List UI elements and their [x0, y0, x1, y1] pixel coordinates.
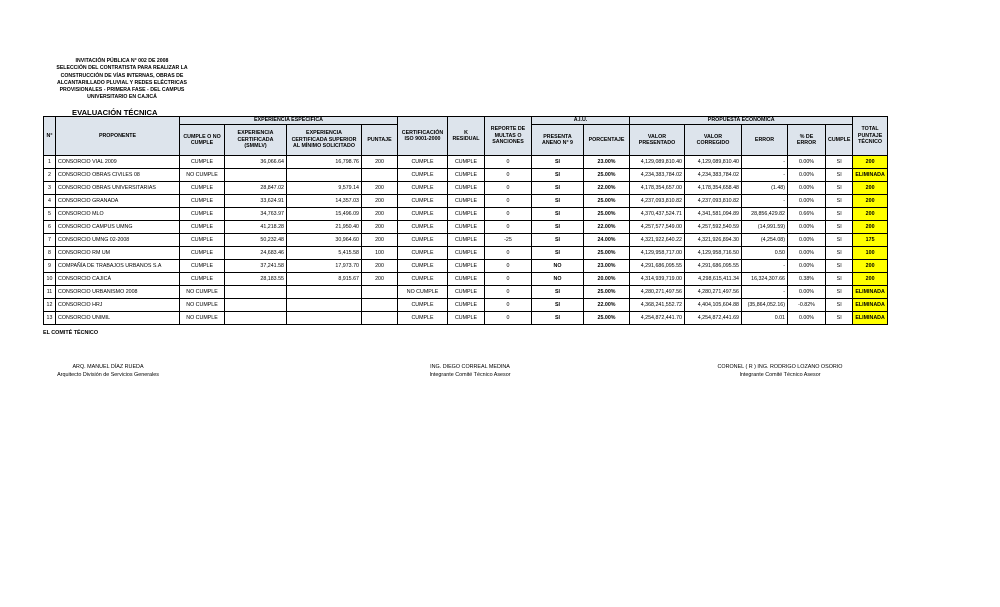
cell-anexo: SI [532, 299, 584, 312]
cell-cumple2: SI [826, 234, 853, 247]
cell-cumple2: SI [826, 195, 853, 208]
cell-total: ELIMINADA [853, 312, 887, 325]
signature-name: CORONEL ( R ) ING. RODRIGO LOZANO OSORIO [717, 364, 843, 370]
cell-exp-cert: 36,066.64 [225, 156, 287, 169]
col-anexo: PRESENTA ANENO N° 9 [532, 125, 584, 156]
col-cumple: CUMPLE O NO CUMPLE [180, 125, 225, 156]
cell-exp-sup: 5,415.58 [287, 247, 362, 260]
cell-anexo: NO [532, 273, 584, 286]
table-row [44, 299, 888, 312]
cell-puntaje: 200 [362, 156, 398, 169]
cell-proponente: CONSORCIO UMNG 02-2008 [56, 234, 180, 247]
cell-error: (1.48) [742, 182, 788, 195]
cell-error: - [742, 260, 788, 273]
cell-pct-error: -0.82% [788, 299, 826, 312]
group-aiu: A.I.U. [532, 117, 630, 125]
cell-exp-cert: 28,183.55 [225, 273, 287, 286]
cell-exp-sup: 16,798.76 [287, 156, 362, 169]
cell-exp-sup: 15,496.09 [287, 208, 362, 221]
cell-proponente: CONSORCIO RM UM [56, 247, 180, 260]
cell-n: 10 [44, 273, 56, 286]
cell-iso: CUMPLE [398, 299, 448, 312]
cell-valor-corr: 4,129,089,810.40 [685, 156, 742, 169]
cell-valor-pres: 4,368,241,552.72 [630, 299, 685, 312]
cell-pct-error: 0.00% [788, 247, 826, 260]
cell-cumple2: SI [826, 260, 853, 273]
col-proponente: PROPONENTE [56, 117, 180, 156]
cell-iso: CUMPLE [398, 273, 448, 286]
cell-valor-pres: 4,237,093,810.82 [630, 195, 685, 208]
cell-valor-pres: 4,234,383,784.02 [630, 169, 685, 182]
cell-exp-cert: 37,241.58 [225, 260, 287, 273]
cell-valor-pres: 4,314,939,719.00 [630, 273, 685, 286]
col-k-residual: K RESIDUAL [448, 117, 485, 156]
cell-valor-pres: 4,321,922,640.22 [630, 234, 685, 247]
cell-porcentaje: 25.00% [584, 169, 630, 182]
cell-total: ELIMINADA [853, 299, 887, 312]
cell-porcentaje: 25.00% [584, 208, 630, 221]
cell-kres: CUMPLE [448, 156, 485, 169]
cell-proponente: CONSORCIO GRANADA [56, 195, 180, 208]
cell-proponente: COMPAÑÍA DE TRABAJOS URBANOS S.A [56, 260, 180, 273]
cell-cumple2: SI [826, 156, 853, 169]
cell-n: 6 [44, 221, 56, 234]
col-iso: CERTIFICACIÓN ISO 9001-2000 [398, 117, 448, 156]
cell-valor-corr: 4,298,615,411.34 [685, 273, 742, 286]
header-line: INVITACIÓN PÚBLICA N° 002 DE 2008 [75, 58, 169, 64]
col-valor-corregido: VALOR CORREGIDO [685, 125, 742, 156]
cell-cumple: CUMPLE [180, 208, 225, 221]
cell-exp-cert: 34,763.97 [225, 208, 287, 221]
cell-kres: CUMPLE [448, 312, 485, 325]
cell-exp-cert: 33,624.91 [225, 195, 287, 208]
cell-cumple2: SI [826, 312, 853, 325]
cell-anexo: SI [532, 208, 584, 221]
cell-cumple2: SI [826, 286, 853, 299]
cell-iso: CUMPLE [398, 208, 448, 221]
cell-error: - [742, 286, 788, 299]
cell-porcentaje: 20.00% [584, 273, 630, 286]
cell-exp-cert [225, 169, 287, 182]
cell-multas: 0 [485, 195, 532, 208]
signature-name: ING. DIEGO CORREAL MEDINA [430, 364, 510, 370]
cell-n: 13 [44, 312, 56, 325]
cell-pct-error: 0.66% [788, 208, 826, 221]
cell-pct-error: 0.00% [788, 195, 826, 208]
cell-n: 3 [44, 182, 56, 195]
cell-exp-sup [287, 286, 362, 299]
cell-pct-error: 0.00% [788, 286, 826, 299]
cell-porcentaje: 25.00% [584, 312, 630, 325]
table-row [44, 208, 888, 221]
table-row [44, 273, 888, 286]
table-row [44, 182, 888, 195]
document-header [44, 58, 200, 102]
cell-cumple2: SI [826, 273, 853, 286]
cell-proponente: CONSORCIO HRJ [56, 299, 180, 312]
header-line: UNIVERSITARIO EN CAJICÁ [87, 94, 157, 101]
cell-n: 7 [44, 234, 56, 247]
cell-proponente: CONSORCIO UNIMIL [56, 312, 180, 325]
cell-kres: CUMPLE [448, 260, 485, 273]
cell-anexo: SI [532, 286, 584, 299]
table-row [44, 247, 888, 260]
cell-anexo: SI [532, 312, 584, 325]
cell-cumple2: SI [826, 208, 853, 221]
table-row [44, 169, 888, 182]
cell-n: 8 [44, 247, 56, 260]
cell-cumple: CUMPLE [180, 273, 225, 286]
cell-exp-sup: 14,357.03 [287, 195, 362, 208]
cell-exp-sup: 8,915.67 [287, 273, 362, 286]
signature-role: Arquitecto División de Servicios Generales [57, 371, 159, 378]
cell-total: 200 [853, 273, 887, 286]
cell-error: (4,254.08) [742, 234, 788, 247]
cell-multas: 0 [485, 273, 532, 286]
cell-cumple: CUMPLE [180, 182, 225, 195]
cell-anexo: NO [532, 260, 584, 273]
cell-pct-error: 0.00% [788, 234, 826, 247]
cell-exp-cert: 24,683.46 [225, 247, 287, 260]
cell-total: 200 [853, 195, 887, 208]
header-line: CONSTRUCCIÓN DE VÍAS INTERNAS, OBRAS DE [60, 72, 184, 79]
cell-proponente: CONSORCIO CAMPUS UMNG [56, 221, 180, 234]
cell-porcentaje: 23.00% [584, 156, 630, 169]
cell-exp-cert [225, 299, 287, 312]
col-pct-error: % DE ERROR [788, 125, 826, 156]
cell-puntaje [362, 299, 398, 312]
col-exp-sup: EXPERIENCIA CERTIFICADA SUPERIOR AL MÍNIMO SOLICITADO [287, 125, 362, 156]
cell-valor-corr: 4,254,872,441.69 [685, 312, 742, 325]
cell-kres: CUMPLE [448, 195, 485, 208]
cell-kres: CUMPLE [448, 221, 485, 234]
cell-iso: NO CUMPLE [398, 286, 448, 299]
cell-proponente: CONSORCIO OBRAS CIVILES 08 [56, 169, 180, 182]
cell-cumple2: SI [826, 182, 853, 195]
table-row [44, 312, 888, 325]
cell-kres: CUMPLE [448, 299, 485, 312]
cell-proponente: CONSORCIO URBANISMO 2008 [56, 286, 180, 299]
cell-cumple2: SI [826, 169, 853, 182]
cell-n: 2 [44, 169, 56, 182]
cell-kres: CUMPLE [448, 247, 485, 260]
cell-puntaje [362, 286, 398, 299]
cell-valor-pres: 4,370,437,524.71 [630, 208, 685, 221]
cell-iso: CUMPLE [398, 312, 448, 325]
cell-puntaje: 100 [362, 247, 398, 260]
cell-valor-corr: 4,341,581,094.89 [685, 208, 742, 221]
cell-pct-error: 0.00% [788, 182, 826, 195]
cell-anexo: SI [532, 221, 584, 234]
cell-cumple2: SI [826, 221, 853, 234]
cell-valor-corr: 4,404,105,604.88 [685, 299, 742, 312]
cell-cumple: CUMPLE [180, 247, 225, 260]
cell-exp-cert: 28,847.02 [225, 182, 287, 195]
col-porcentaje: PORCENTAJE [584, 125, 630, 156]
col-exp-cert: EXPERIENCIA CERTIFICADA (SMMLV) [225, 125, 287, 156]
cell-total: 200 [853, 182, 887, 195]
cell-anexo: SI [532, 169, 584, 182]
cell-n: 12 [44, 299, 56, 312]
cell-porcentaje: 22.00% [584, 221, 630, 234]
cell-porcentaje: 23.00% [584, 260, 630, 273]
cell-total: 200 [853, 156, 887, 169]
cell-puntaje: 200 [362, 221, 398, 234]
cell-pct-error: 0.00% [788, 221, 826, 234]
cell-multas: 0 [485, 260, 532, 273]
cell-anexo: SI [532, 182, 584, 195]
cell-valor-pres: 4,129,958,717.00 [630, 247, 685, 260]
table-row [44, 234, 888, 247]
cell-exp-sup: 21,950.40 [287, 221, 362, 234]
cell-kres: CUMPLE [448, 234, 485, 247]
cell-multas: 0 [485, 312, 532, 325]
cell-iso: CUMPLE [398, 221, 448, 234]
signature-2 [410, 364, 530, 379]
cell-exp-sup [287, 169, 362, 182]
cell-multas: 0 [485, 208, 532, 221]
header-line: ALCANTARILLADO PLUVIAL Y REDES ELÉCTRICAS [57, 79, 187, 86]
cell-total: 100 [853, 247, 887, 260]
cell-valor-pres: 4,291,686,095.55 [630, 260, 685, 273]
cell-iso: CUMPLE [398, 182, 448, 195]
cell-cumple: CUMPLE [180, 221, 225, 234]
cell-valor-corr: 4,280,271,497.56 [685, 286, 742, 299]
table-row [44, 156, 888, 169]
cell-kres: CUMPLE [448, 182, 485, 195]
cell-error: 28,856,429.82 [742, 208, 788, 221]
cell-anexo: SI [532, 234, 584, 247]
col-multas: REPORTE DE MULTAS O SANCIONES [485, 117, 532, 156]
cell-multas: 0 [485, 299, 532, 312]
cell-multas: 0 [485, 247, 532, 260]
cell-n: 11 [44, 286, 56, 299]
cell-multas: -25 [485, 234, 532, 247]
cell-exp-sup: 17,973.70 [287, 260, 362, 273]
cell-multas: 0 [485, 221, 532, 234]
cell-porcentaje: 25.00% [584, 286, 630, 299]
col-error: ERROR [742, 125, 788, 156]
evaluation-title: EVALUACIÓN TÉCNICA [72, 108, 158, 117]
cell-porcentaje: 25.00% [584, 195, 630, 208]
cell-valor-corr: 4,257,592,540.59 [685, 221, 742, 234]
cell-exp-cert: 41,218.28 [225, 221, 287, 234]
header-line: SELECCIÓN DEL CONTRATISTA PARA REALIZAR LA [56, 65, 188, 72]
cell-pct-error: 0.00% [788, 169, 826, 182]
cell-exp-sup [287, 299, 362, 312]
cell-puntaje: 200 [362, 273, 398, 286]
col-valor-presentado: VALOR PRESENTADO [630, 125, 685, 156]
cell-exp-sup: 9,579.14 [287, 182, 362, 195]
cell-total: 175 [853, 234, 887, 247]
cell-n: 1 [44, 156, 56, 169]
cell-multas: 0 [485, 286, 532, 299]
cell-pct-error: 0.00% [788, 156, 826, 169]
cell-error: 16,324,307.66 [742, 273, 788, 286]
cell-puntaje [362, 169, 398, 182]
table-row [44, 260, 888, 273]
cell-puntaje [362, 312, 398, 325]
table-row [44, 221, 888, 234]
cell-error: 0.01 [742, 312, 788, 325]
col-puntaje: PUNTAJE [362, 125, 398, 156]
cell-porcentaje: 25.00% [584, 247, 630, 260]
cell-cumple: CUMPLE [180, 195, 225, 208]
cell-pct-error: 0.00% [788, 260, 826, 273]
cell-exp-sup: 30,964.60 [287, 234, 362, 247]
cell-cumple: NO CUMPLE [180, 312, 225, 325]
cell-n: 4 [44, 195, 56, 208]
cell-n: 9 [44, 260, 56, 273]
signature-3 [710, 364, 850, 379]
cell-pct-error: 0.38% [788, 273, 826, 286]
cell-valor-corr: 4,178,354,658.48 [685, 182, 742, 195]
cell-iso: CUMPLE [398, 169, 448, 182]
cell-proponente: CONSORCIO MLO [56, 208, 180, 221]
cell-multas: 0 [485, 156, 532, 169]
cell-exp-cert: 50,232.48 [225, 234, 287, 247]
cell-puntaje: 200 [362, 234, 398, 247]
cell-puntaje: 200 [362, 195, 398, 208]
cell-valor-corr: 4,234,383,784.02 [685, 169, 742, 182]
cell-proponente: CONSORCIO OBRAS UNIVERSITARIAS [56, 182, 180, 195]
cell-proponente: CONSORCIO CAJICÁ [56, 273, 180, 286]
cell-cumple: NO CUMPLE [180, 169, 225, 182]
cell-total: ELIMINADA [853, 286, 887, 299]
cell-total: ELIMINADA [853, 169, 887, 182]
cell-cumple: CUMPLE [180, 156, 225, 169]
cell-anexo: SI [532, 195, 584, 208]
cell-kres: CUMPLE [448, 208, 485, 221]
cell-cumple: CUMPLE [180, 260, 225, 273]
cell-error: - [742, 156, 788, 169]
cell-total: 200 [853, 260, 887, 273]
cell-exp-cert [225, 312, 287, 325]
table-row [44, 286, 888, 299]
cell-iso: CUMPLE [398, 247, 448, 260]
cell-error: - [742, 169, 788, 182]
cell-proponente: CONSORCIO VIAL 2009 [56, 156, 180, 169]
cell-porcentaje: 24.00% [584, 234, 630, 247]
cell-valor-pres: 4,254,872,441.70 [630, 312, 685, 325]
cell-cumple: NO CUMPLE [180, 286, 225, 299]
group-experiencia: EXPERIENCIA ESPECÍFICA [180, 117, 398, 125]
cell-valor-pres: 4,129,089,810.40 [630, 156, 685, 169]
cell-kres: CUMPLE [448, 286, 485, 299]
cell-n: 5 [44, 208, 56, 221]
group-propuesta: PROPUESTA ECONÓMICA [630, 117, 853, 125]
cell-iso: CUMPLE [398, 234, 448, 247]
evaluation-table [43, 116, 888, 325]
signature-name: ARQ. MANUEL DÍAZ RUEDA [72, 364, 144, 370]
cell-error: - [742, 195, 788, 208]
col-n: N° [44, 117, 56, 156]
cell-iso: CUMPLE [398, 195, 448, 208]
cell-cumple2: SI [826, 247, 853, 260]
col-cumple-2: CUMPLE [826, 125, 853, 156]
table-row [44, 195, 888, 208]
cell-exp-cert [225, 286, 287, 299]
cell-puntaje: 200 [362, 260, 398, 273]
cell-porcentaje: 22.00% [584, 299, 630, 312]
cell-valor-pres: 4,257,577,549.00 [630, 221, 685, 234]
cell-valor-corr: 4,129,958,716.50 [685, 247, 742, 260]
cell-porcentaje: 22.00% [584, 182, 630, 195]
cell-cumple: CUMPLE [180, 234, 225, 247]
cell-iso: CUMPLE [398, 260, 448, 273]
cell-valor-corr: 4,291,686,095.55 [685, 260, 742, 273]
cell-error: 0.50 [742, 247, 788, 260]
cell-anexo: SI [532, 156, 584, 169]
cell-total: 200 [853, 208, 887, 221]
signature-role: Integrante Comité Técnico Asesor [429, 371, 511, 378]
cell-puntaje: 200 [362, 182, 398, 195]
cell-valor-corr: 4,321,926,894.30 [685, 234, 742, 247]
cell-kres: CUMPLE [448, 273, 485, 286]
signature-1 [48, 364, 168, 379]
cell-multas: 0 [485, 182, 532, 195]
cell-error: (14,991.59) [742, 221, 788, 234]
signature-role: Integrante Comité Técnico Asesor [739, 371, 821, 378]
cell-valor-pres: 4,280,271,497.56 [630, 286, 685, 299]
cell-multas: 0 [485, 169, 532, 182]
cell-kres: CUMPLE [448, 169, 485, 182]
cell-puntaje: 200 [362, 208, 398, 221]
col-total: TOTAL PUNTAJE TÉCNICO [853, 117, 887, 156]
cell-cumple: NO CUMPLE [180, 299, 225, 312]
cell-pct-error: 0.00% [788, 312, 826, 325]
cell-anexo: SI [532, 247, 584, 260]
committee-label: EL COMITÉ TÉCNICO [43, 330, 99, 336]
cell-cumple2: SI [826, 299, 853, 312]
header-line: PROVISIONALES - PRIMERA FASE - DEL CAMPUS [59, 87, 185, 94]
cell-error: (35,864,052.16) [742, 299, 788, 312]
cell-valor-pres: 4,178,354,657.00 [630, 182, 685, 195]
cell-valor-corr: 4,237,093,810.82 [685, 195, 742, 208]
cell-exp-sup [287, 312, 362, 325]
cell-iso: CUMPLE [398, 156, 448, 169]
cell-total: 200 [853, 221, 887, 234]
